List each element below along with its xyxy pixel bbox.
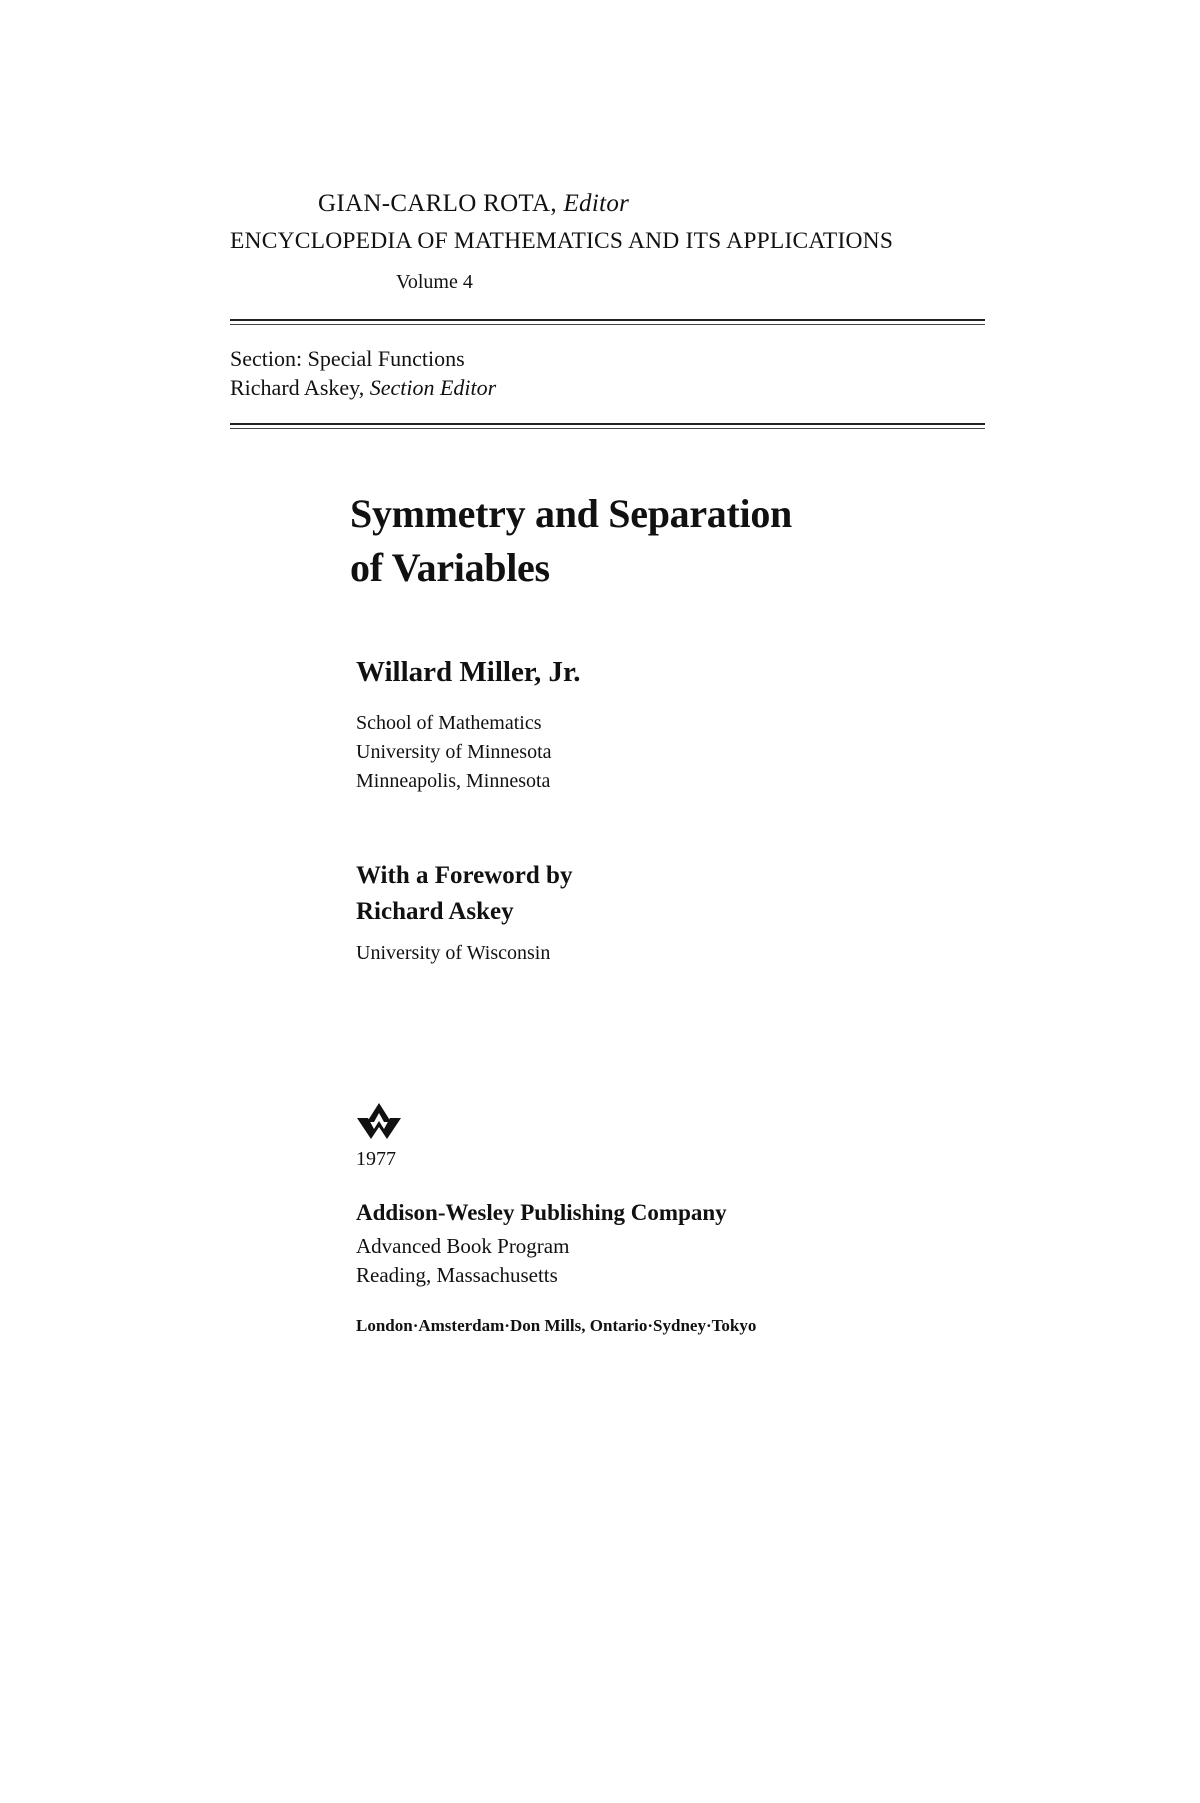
- double-rule-bottom: [230, 423, 985, 429]
- series-title: ENCYCLOPEDIA OF MATHEMATICS AND ITS APPLICATIONS: [230, 228, 894, 254]
- foreword-affiliation: University of Wisconsin: [356, 942, 551, 964]
- publisher-cities: London·Amsterdam·Don Mills, Ontario·Sydney·Tokyo: [356, 1316, 757, 1335]
- foreword-credit: [356, 858, 572, 930]
- series-editor: [318, 190, 629, 218]
- book-title: [350, 487, 792, 595]
- affiliation-line: School of Mathematics: [356, 712, 542, 734]
- affiliation-line: University of Minnesota: [356, 741, 552, 763]
- addison-wesley-logo-icon: [356, 1102, 402, 1140]
- double-rule-top: [230, 319, 985, 325]
- series-editor-role: Editor: [563, 190, 630, 217]
- section-editor: [230, 375, 496, 401]
- affiliation-line: Minneapolis, Minnesota: [356, 770, 551, 792]
- volume-number: Volume 4: [396, 271, 473, 293]
- book-title-line: Symmetry and Separation: [350, 491, 792, 536]
- publication-year: 1977: [356, 1148, 396, 1170]
- section-editor-role: Section Editor: [369, 375, 497, 400]
- publisher-name: Addison-Wesley Publishing Company: [356, 1200, 727, 1225]
- author-affiliation: [356, 709, 552, 796]
- series-editor-name: GIAN-CARLO ROTA,: [318, 190, 557, 217]
- foreword-line: Richard Askey: [356, 898, 514, 925]
- book-title-line: of Variables: [350, 545, 550, 590]
- program-line: Reading, Massachusetts: [356, 1263, 558, 1287]
- foreword-line: With a Foreword by: [356, 862, 573, 889]
- section-editor-name: Richard Askey,: [230, 375, 365, 400]
- section-name: Section: Special Functions: [230, 346, 465, 371]
- author-name: Willard Miller, Jr.: [356, 656, 581, 688]
- program-line: Advanced Book Program: [356, 1234, 570, 1258]
- publisher-program: [356, 1232, 569, 1290]
